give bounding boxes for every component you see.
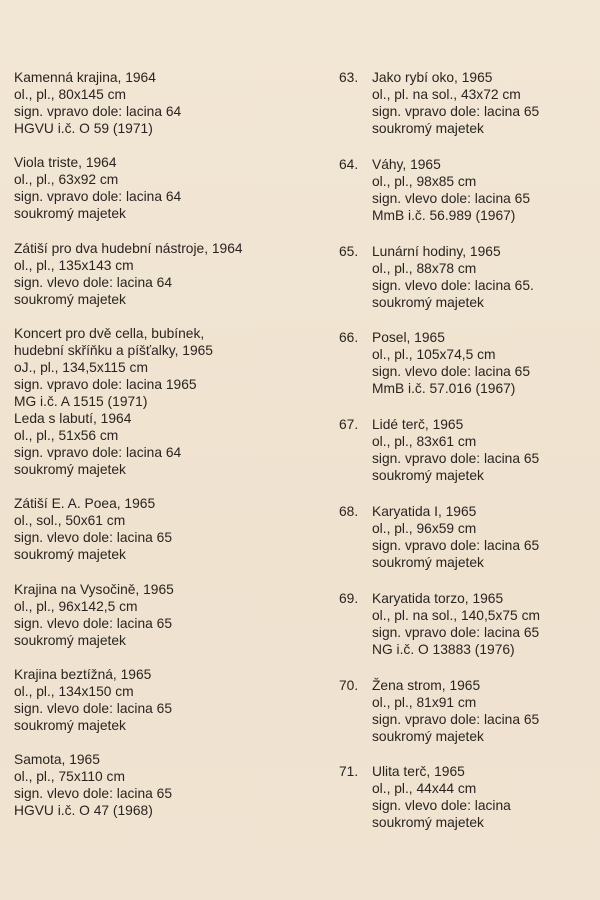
entry-detail-line: soukromý majetek: [372, 554, 484, 570]
entry-detail-line: ol., pl., 96x59 cm: [372, 520, 477, 536]
entry-detail-line: ol., pl., 81x91 cm: [372, 694, 477, 710]
catalog-entry: [339, 329, 594, 416]
entry-number: 65.: [339, 243, 359, 259]
entry-number: 69.: [339, 590, 359, 606]
catalog-entry: [14, 666, 304, 751]
entry-detail-line: sign. vlevo dole: lacina 65: [372, 364, 530, 380]
catalog-entry: [339, 243, 594, 330]
entry-number: 64.: [339, 156, 359, 172]
catalog-entry: [14, 154, 304, 239]
entry-detail-line: sign. vlevo dole: lacina 65: [14, 615, 172, 631]
entry-body: [14, 240, 304, 308]
entry-title: Krajina na Vysočině, 1965: [14, 581, 174, 597]
entry-title: Karyatida torzo, 1965: [372, 590, 504, 606]
entry-detail-line: sign. vpravo dole: lacina 65: [372, 624, 540, 640]
entry-title: Zátiší E. A. Poea, 1965: [14, 496, 156, 512]
entry-body: [339, 416, 594, 484]
catalog-entry: [14, 581, 304, 666]
entry-detail-line: ol., pl., 134x150 cm: [14, 684, 134, 700]
entry-body: [339, 590, 594, 658]
entry-detail-line: ol., pl. na sol., 140,5x75 cm: [372, 607, 540, 623]
entry-body: [339, 156, 594, 224]
catalog-entry: [339, 503, 594, 590]
entry-detail-line: hudební skříňku a píšťalky, 1965: [14, 342, 213, 358]
entry-detail-line: soukromý majetek: [372, 468, 484, 484]
entry-title: Zátiší pro dva hudební nástroje, 1964: [14, 240, 243, 256]
entry-number: 67.: [339, 417, 359, 433]
entry-title: Kamenná krajina, 1964: [14, 70, 156, 85]
entry-detail-line: soukromý majetek: [372, 815, 484, 831]
entry-title: Lidé terč, 1965: [372, 417, 464, 433]
entry-detail-line: HGVU i.č. O 59 (1971): [14, 121, 153, 136]
catalog-entry: [339, 69, 594, 156]
catalog-entry: [339, 763, 594, 850]
entry-body: [14, 581, 304, 649]
entry-detail-line: sign. vpravo dole: lacina 64: [14, 104, 182, 119]
entry-detail-line: sign. vlevo dole: lacina 65: [14, 786, 172, 802]
entry-detail-line: sign. vlevo dole: lacina 65: [372, 190, 530, 206]
entry-detail-line: soukromý majetek: [14, 206, 126, 222]
entry-body: [14, 495, 304, 563]
entry-detail-line: sign. vpravo dole: lacina 65: [372, 537, 540, 553]
entry-title: Viola triste, 1964: [14, 155, 117, 171]
entry-detail-line: sign. vpravo dole: lacina 1965: [14, 376, 197, 392]
entry-detail-line: MmB i.č. 57.016 (1967): [372, 381, 516, 397]
entry-body: [14, 325, 304, 410]
entry-detail-line: ol., pl., 88x78 cm: [372, 260, 477, 276]
entry-detail-line: ol., pl., 51x56 cm: [14, 428, 119, 444]
catalog-entry: [339, 590, 594, 677]
entry-body: [339, 69, 594, 137]
entry-body: [14, 154, 304, 222]
entry-detail-line: ol., pl., 96x142,5 cm: [14, 598, 138, 614]
entry-detail-line: soukromý majetek: [14, 632, 126, 648]
entry-detail-line: soukromý majetek: [372, 728, 484, 744]
entry-number: 68.: [339, 503, 359, 519]
entry-detail-line: sign. vlevo dole: lacina 65.: [372, 277, 534, 293]
entry-detail-line: sign. vlevo dole: lacina 65: [14, 530, 172, 546]
catalog-entry: [339, 677, 594, 764]
entry-detail-line: ol., pl., 98x85 cm: [372, 173, 477, 189]
entry-title: Koncert pro dvě cella, bubínek,: [14, 325, 205, 341]
entry-body: [339, 243, 594, 311]
entry-number: 70.: [339, 677, 359, 693]
entry-title: Samota, 1965: [14, 752, 100, 768]
entry-detail-line: sign. vlevo dole: lacina: [372, 798, 511, 814]
entry-detail-line: soukromý majetek: [372, 121, 484, 136]
catalog-entry: [14, 410, 304, 495]
entry-detail-line: oJ., pl., 134,5x115 cm: [14, 359, 148, 375]
entry-detail-line: ol., pl., 135x143 cm: [14, 257, 134, 273]
entry-detail-line: soukromý majetek: [14, 547, 126, 563]
entry-body: [339, 763, 594, 831]
entry-title: Ulita terč, 1965: [372, 764, 465, 780]
entry-detail-line: MmB i.č. 56.989 (1967): [372, 207, 516, 223]
entry-detail-line: ol., sol., 50x61 cm: [14, 513, 126, 529]
entry-detail-line: ol., pl., 105x74,5 cm: [372, 347, 496, 363]
entry-detail-line: soukromý majetek: [14, 291, 126, 307]
entry-detail-line: sign. vpravo dole: lacina 65: [372, 104, 540, 119]
entry-number: 66.: [339, 330, 359, 346]
entry-body: [339, 329, 594, 397]
left-column: [14, 69, 304, 837]
entry-title: Lunární hodiny, 1965: [372, 243, 501, 259]
entry-detail-line: sign. vlevo dole: lacina 64: [14, 274, 172, 290]
catalog-entry: [14, 751, 304, 836]
entry-detail-line: ol., pl., 44x44 cm: [372, 781, 477, 797]
entry-detail-line: MG i.č. A 1515 (1971): [14, 393, 148, 409]
entry-title: Posel, 1965: [372, 330, 445, 346]
catalog-entry: [339, 156, 594, 243]
entry-detail-line: NG i.č. O 13883 (1976): [372, 641, 515, 657]
entry-body: [14, 751, 304, 819]
entry-detail-line: soukromý majetek: [14, 462, 126, 478]
entry-body: [14, 666, 304, 734]
entry-body: [14, 69, 304, 137]
entry-detail-line: ol., pl., 75x110 cm: [14, 769, 125, 785]
entry-detail-line: ol., pl. na sol., 43x72 cm: [372, 87, 521, 102]
entry-title: Leda s labutí, 1964: [14, 411, 132, 427]
entry-detail-line: HGVU i.č. O 47 (1968): [14, 803, 153, 819]
catalog-entry: [339, 416, 594, 503]
catalog-entry: [14, 325, 304, 410]
entry-title: Karyatida I, 1965: [372, 503, 477, 519]
entry-number: 63.: [339, 70, 359, 85]
entry-title: Váhy, 1965: [372, 156, 441, 172]
entry-detail-line: ol., pl., 83x61 cm: [372, 434, 477, 450]
entry-body: [339, 677, 594, 745]
entry-body: [14, 410, 304, 478]
entry-detail-line: soukromý majetek: [372, 294, 484, 310]
catalog-entry: [14, 495, 304, 580]
entry-title: Krajina beztížná, 1965: [14, 667, 152, 683]
entry-detail-line: sign. vpravo dole: lacina 64: [14, 445, 182, 461]
entry-detail-line: sign. vpravo dole: lacina 65: [372, 451, 540, 467]
entry-detail-line: soukromý majetek: [14, 718, 126, 734]
entry-detail-line: sign. vpravo dole: lacina 64: [14, 189, 182, 205]
right-column: [339, 69, 594, 850]
catalog-entry: [14, 240, 304, 325]
catalog-entry: [14, 69, 304, 154]
entry-detail-line: sign. vlevo dole: lacina 65: [14, 701, 172, 717]
entry-body: [339, 503, 594, 571]
entry-detail-line: ol., pl., 80x145 cm: [14, 87, 126, 102]
entry-title: Žena strom, 1965: [372, 677, 481, 693]
entry-detail-line: ol., pl., 63x92 cm: [14, 172, 119, 188]
entry-detail-line: sign. vpravo dole: lacina 65: [372, 711, 540, 727]
entry-number: 71.: [339, 764, 359, 780]
entry-title: Jako rybí oko, 1965: [372, 70, 493, 85]
